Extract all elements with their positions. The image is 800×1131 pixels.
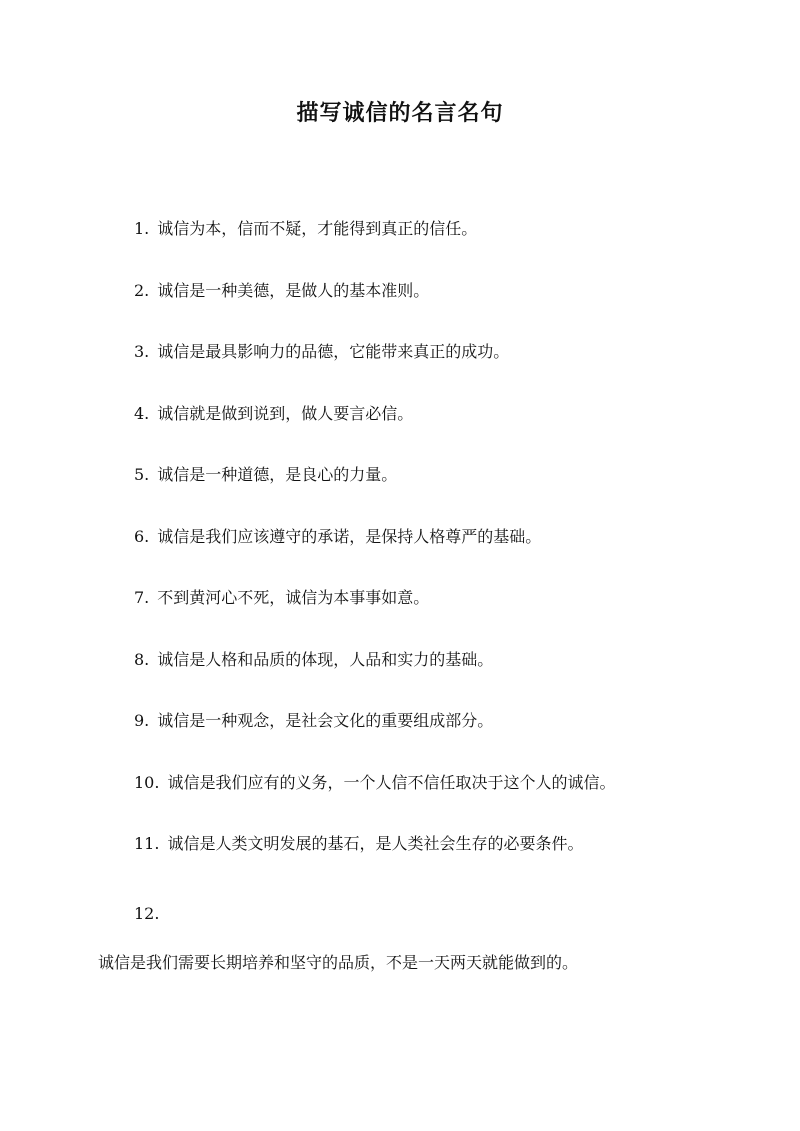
list-item <box>134 462 754 524</box>
item-text: 诚信是一种美德，是做人的基本准则。 <box>157 280 430 300</box>
item-number: 2. <box>134 280 150 300</box>
item-text: 不到黄河心不死，诚信为本事事如意。 <box>157 588 430 607</box>
item-number: 10. <box>134 772 160 792</box>
list-item <box>134 278 754 340</box>
item-text: 诚信是人类文明发展的基石，是人类社会生存的必要条件。 <box>167 834 584 853</box>
item-text: 诚信是人格和品质的体现，人品和实力的基础。 <box>157 649 494 669</box>
quote-list <box>134 216 754 893</box>
item-number: 7. <box>134 588 150 607</box>
list-item <box>134 216 754 278</box>
item-text: 诚信就是做到说到，做人要言必信。 <box>157 403 414 423</box>
item-number: 5. <box>134 465 150 484</box>
item-text: 诚信是一种道德，是良心的力量。 <box>157 465 398 484</box>
item-text: 诚信是我们需要长期培养和坚守的品质，不是一天两天就能做到的。 <box>98 953 579 972</box>
item-number: 8. <box>134 649 150 669</box>
item-text: 诚信是最具影响力的品德，它能带来真正的成功。 <box>157 342 510 361</box>
item-text: 诚信是我们应该遵守的承诺，是保持人格尊严的基础。 <box>157 526 542 546</box>
item-number: 9. <box>134 711 150 730</box>
list-item <box>134 401 754 463</box>
item-text: 诚信为本，信而不疑，才能得到真正的信任。 <box>157 219 478 238</box>
item-number: 6. <box>134 526 150 546</box>
list-item <box>134 585 754 647</box>
list-item <box>134 339 754 401</box>
page-title: 描写诚信的名言名句 <box>296 100 504 126</box>
item-number: 1. <box>134 219 150 238</box>
item-text: 诚信是一种观念，是社会文化的重要组成部分。 <box>157 711 494 730</box>
item-text: 诚信是我们应有的义务，一个人信不信任取决于这个人的诚信。 <box>167 772 616 792</box>
list-item <box>134 831 754 893</box>
item-number: 3. <box>134 342 150 361</box>
item-number: 11. <box>134 834 160 853</box>
item-number: 12. <box>134 904 160 923</box>
item-number: 4. <box>134 403 150 423</box>
list-item <box>134 770 754 832</box>
list-item <box>134 524 754 586</box>
list-item <box>134 647 754 709</box>
list-item <box>134 708 754 770</box>
